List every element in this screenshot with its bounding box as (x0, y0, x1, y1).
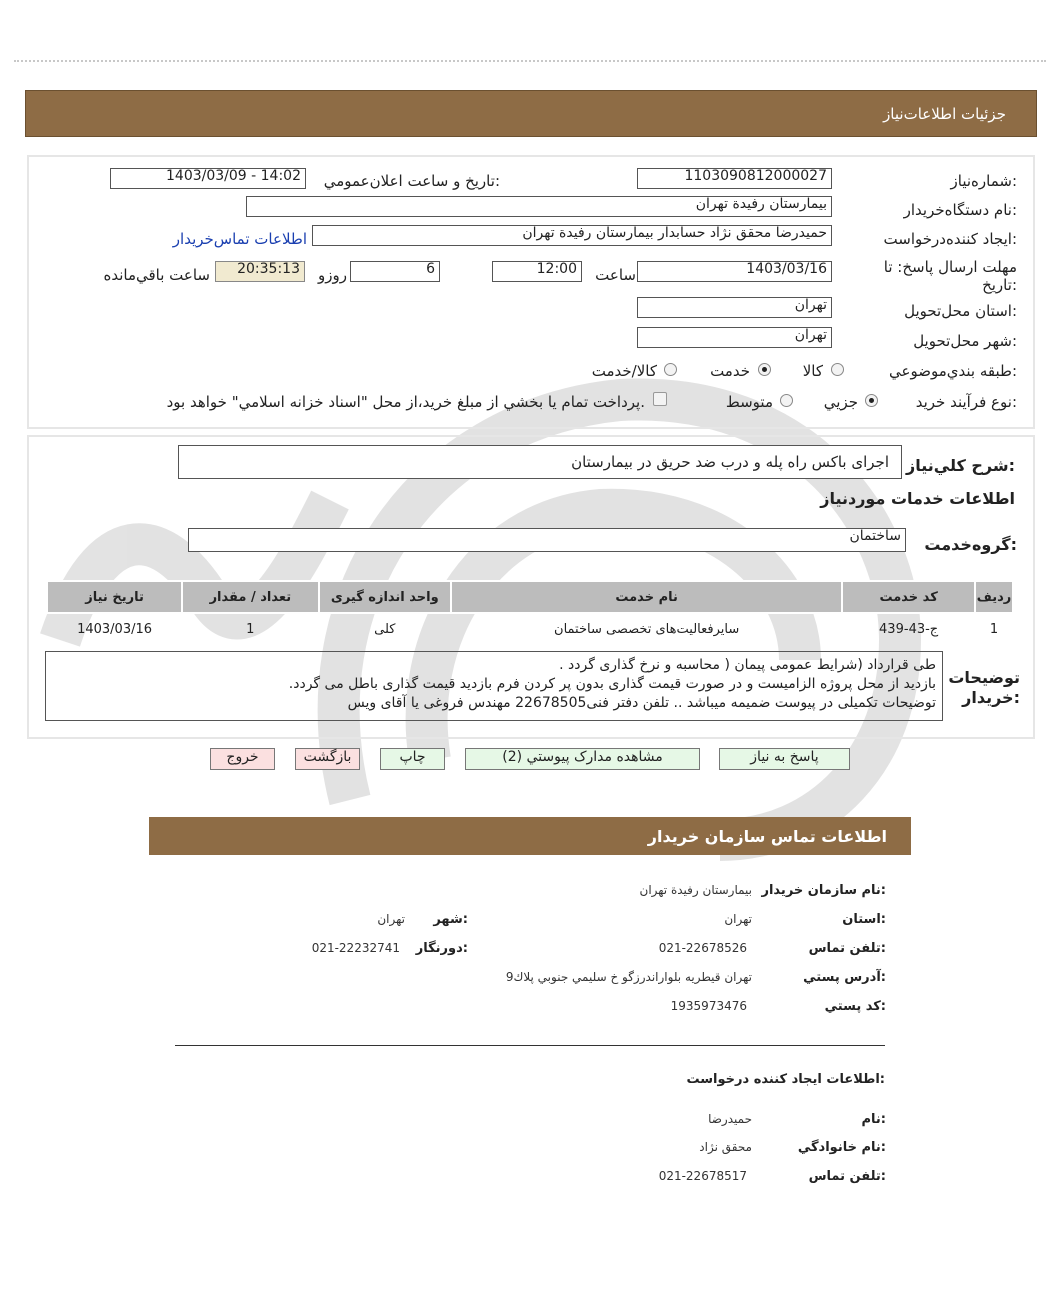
buyer-notes-label (948, 668, 1020, 708)
address-value: تهران قيطريه بلواراندرزگو خ سليمي جنوبي پلاك9 (505, 970, 752, 984)
unit: کلی (374, 621, 396, 637)
col-quantity: تعداد / مقدار (182, 581, 318, 613)
need-number-field: 1103090812000027 (637, 168, 832, 189)
fax-value: 021-22232741 (311, 941, 400, 955)
buyer-notes-box (45, 651, 943, 721)
org-name-label: نام سازمان خريدار: (761, 883, 886, 898)
services-table (46, 580, 1014, 644)
category-goods-label: كالا (802, 362, 823, 380)
deadline-date-field: 1403/03/16 (637, 261, 832, 282)
creator-phone-value: 021-22678517 (658, 1169, 747, 1183)
table-row (47, 613, 1013, 644)
buyer-note-line: توضیحات تکمیلی در پیوست ضمیمه میباشد .. تلفن دفتر فنی22678505 مهندس فروغی یا آقای ویس (347, 695, 936, 711)
exit-button[interactable]: خروج (210, 748, 275, 770)
delivery-province-field: تهران (637, 297, 832, 318)
col-row-number: رديف (975, 581, 1013, 613)
requester-label: ايجاد كننده‌درخواست: (883, 230, 1017, 248)
services-table-header (47, 581, 1013, 613)
category-goods-service-label: كالا/خدمت (591, 362, 657, 380)
creator-family-label: نام خانوادگي: (797, 1140, 886, 1155)
service-group-label: گروه‌خدمت: (924, 535, 1017, 554)
buyer-notes-label-line2: خريدار: (962, 688, 1020, 707)
category-service-label: خدمت (710, 362, 750, 380)
deadline-time-field: 12:00 (492, 261, 582, 282)
treasury-payment-note: پرداخت تمام يا بخشي از مبلغ خريد،از محل "اسناد خزانه اسلامي" خواهد بود. (166, 393, 645, 411)
deadline-label-line1: مهلت ارسال پاسخ: تا (883, 258, 1017, 276)
buyer-contact-header (149, 817, 911, 855)
requester-field: حميدرضا محقق نژاد حسابدار بيمارستان رفيدة تهران (312, 225, 832, 246)
creator-family-value: محقق نژاد (699, 1140, 752, 1154)
category-service-radio[interactable] (758, 363, 771, 376)
buyer-note-line: طی قرارداد (شرایط عمومی پیمان ( محاسبه و نرخ گذاری گردد . (559, 657, 936, 673)
org-name-value: بيمارستان رفيدة تهران (639, 883, 752, 897)
postal-code-value: 1935973476 (670, 999, 747, 1013)
deadline-time-label: ساعت (595, 266, 636, 284)
view-documents-button[interactable]: مشاهده مدارک پيوستي (2) (465, 748, 700, 770)
services-heading: اطلاعات خدمات موردنياز (820, 489, 1015, 508)
fax-label: دورنگار: (415, 941, 468, 956)
need-summary-field: اجرای باکس راه پله و درب ضد حریق در بیمارستان (178, 445, 902, 479)
creator-name-label: نام: (861, 1112, 886, 1127)
purchase-medium-label: متوسط (725, 393, 773, 411)
province-value: تهران (724, 912, 752, 926)
purchase-small-radio[interactable] (865, 394, 878, 407)
buyer-contact-title: اطلاعات تماس سازمان خريدار (647, 827, 887, 846)
category-goods-service-radio[interactable] (664, 363, 677, 376)
print-button[interactable]: چاپ (380, 748, 445, 770)
phone-value: 021-22678526 (658, 941, 747, 955)
city-label: شهر: (433, 912, 468, 927)
buyer-org-field: بيمارستان رفيدة تهران (246, 196, 832, 217)
postal-code-label: كد پستي: (824, 999, 886, 1014)
deadline-label-line2: تاريخ: (982, 276, 1017, 294)
top-divider (14, 60, 1046, 62)
address-label: آدرس پستي: (803, 970, 886, 985)
purchase-medium-radio[interactable] (780, 394, 793, 407)
deadline-days-field: 6 (350, 261, 440, 282)
category-label: طبقه بندي‌موضوعي: (889, 362, 1017, 380)
creator-name-value: حميدرضا (708, 1112, 752, 1126)
city-value: تهران (377, 912, 405, 926)
treasury-payment-checkbox[interactable] (653, 392, 667, 406)
need-number-label: شماره‌نياز: (950, 172, 1017, 190)
buyer-org-label: نام دستگاه‌خريدار: (903, 201, 1017, 219)
service-group-field: ساختمان (188, 528, 906, 552)
delivery-city-label: شهر محل‌تحويل: (913, 332, 1017, 350)
buyer-notes-label-line1: توضيحات (948, 668, 1020, 687)
buyer-contact-link[interactable]: اطلاعات تماس‌خريدار (172, 230, 307, 248)
service-code: ج-43-439 (879, 621, 939, 637)
announce-datetime-field: 1403/03/09 - 14:02 (110, 168, 306, 189)
col-service-name: نام خدمت (451, 581, 842, 613)
contact-divider (175, 1045, 885, 1046)
creator-info-title: اطلاعات ايجاد كننده درخواست: (686, 1072, 885, 1087)
announce-datetime-label: تاريخ و ساعت اعلان‌عمومي: (323, 172, 500, 190)
buyer-note-line: بازدید از محل پروژه الزامیست و در صورت قیمت گذاری بدون پر کردن فرم بازدید قیمت گذاری باطل می گردد. (288, 676, 936, 692)
purchase-small-label: جزيي (823, 393, 858, 411)
remaining-time-field: 20:35:13 (215, 261, 305, 282)
province-label: استان: (842, 912, 886, 927)
col-unit: واحد اندازه گيری (319, 581, 452, 613)
deadline-days-label: روزو (318, 266, 347, 284)
deadline-label (884, 258, 1017, 294)
reply-button[interactable]: پاسخ به نياز (719, 748, 850, 770)
category-goods-radio[interactable] (831, 363, 844, 376)
phone-label: تلفن تماس: (808, 941, 886, 956)
need-date: 1403/03/16 (77, 621, 153, 637)
back-button[interactable]: بازگشت (295, 748, 360, 770)
delivery-province-label: استان محل‌تحويل: (904, 302, 1017, 320)
page-title: جزئيات اطلاعات‌نياز (883, 105, 1006, 123)
creator-phone-label: تلفن تماس: (808, 1169, 886, 1184)
quantity: 1 (246, 621, 255, 637)
col-service-code: كد خدمت (842, 581, 975, 613)
page-header (25, 90, 1037, 137)
remaining-time-label: ساعت باقي‌مانده (103, 266, 210, 284)
delivery-city-field: تهران (637, 327, 832, 348)
service-name: سايرفعاليت‌های تخصصی ساختمان (554, 621, 740, 637)
purchase-type-label: نوع فرآيند خريد: (915, 393, 1017, 411)
row-number: 1 (989, 621, 999, 637)
need-summary-label: شرح كلي‌نياز: (906, 456, 1015, 475)
col-need-date: تاريخ نياز (47, 581, 182, 613)
